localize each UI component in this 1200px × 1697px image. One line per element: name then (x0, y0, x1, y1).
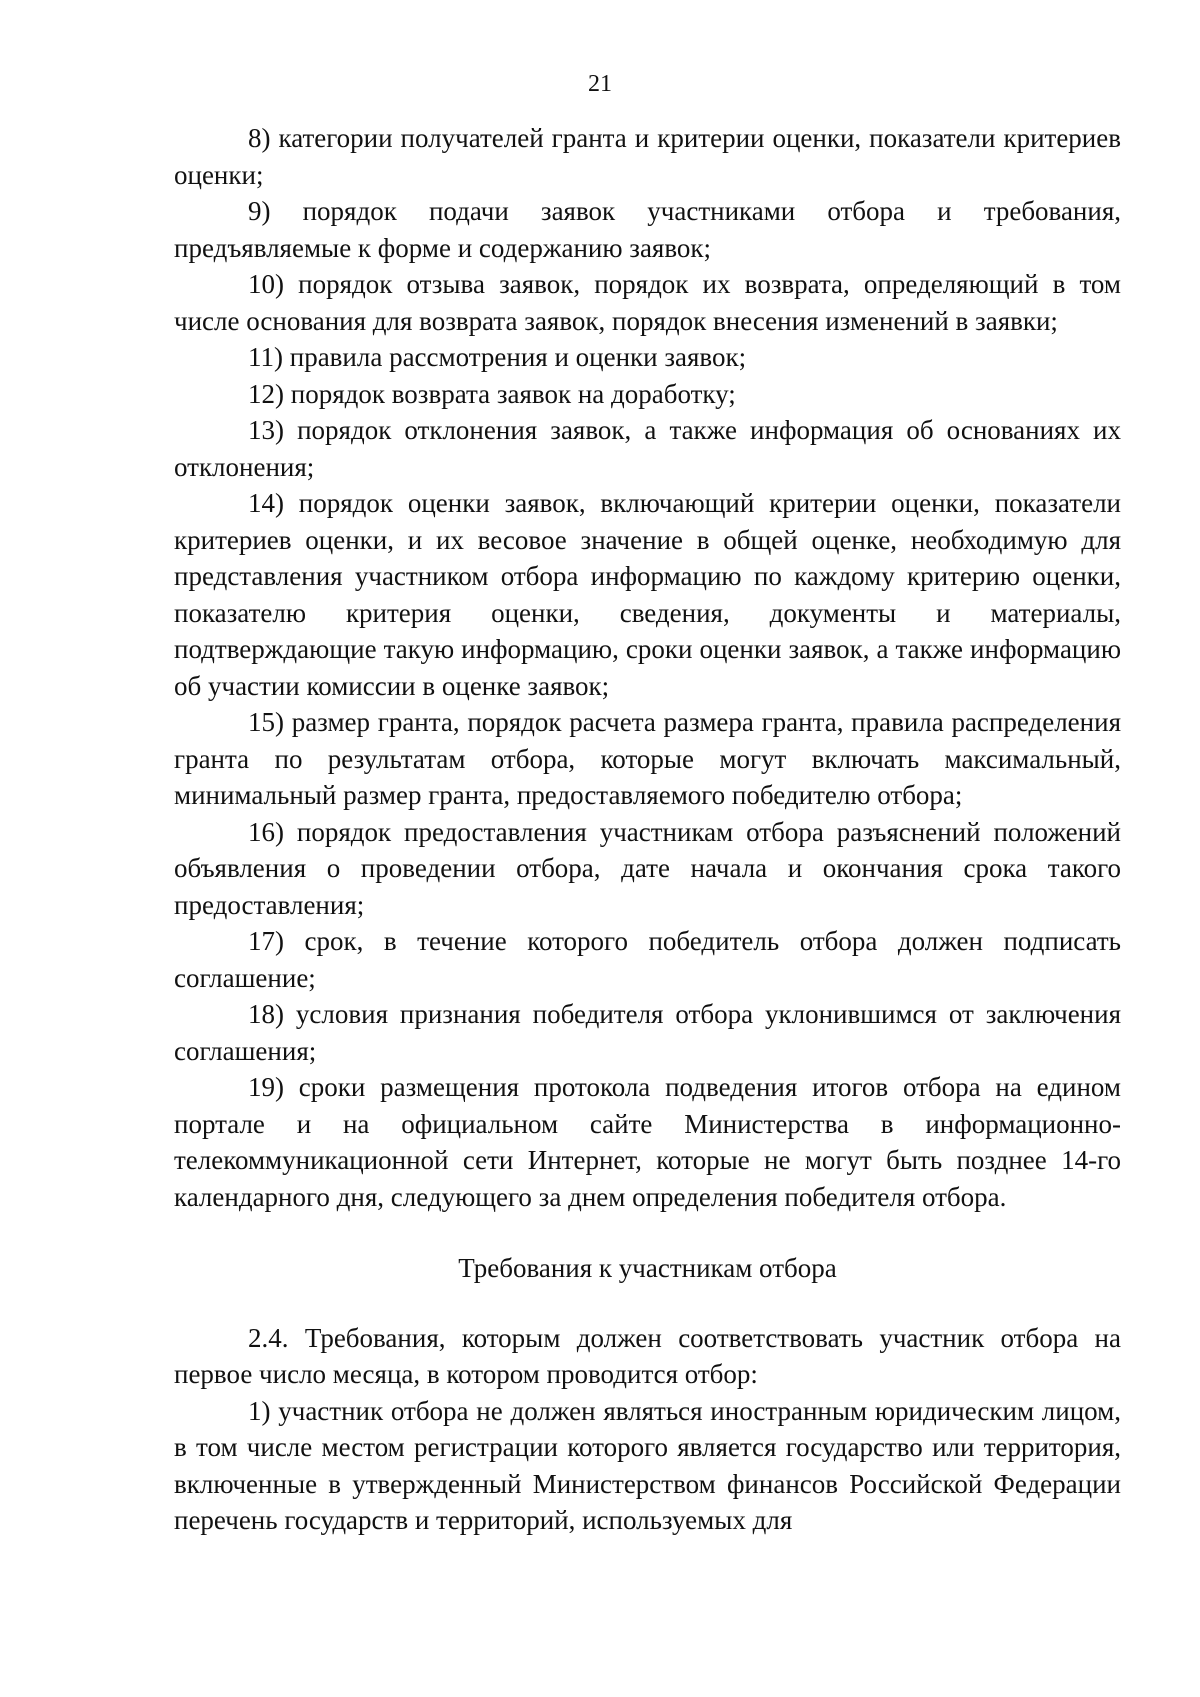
page-number: 21 (588, 71, 612, 97)
list-item-16: 16) порядок предоставления участникам отбора разъяснений положений объявления о проведении отбора, дате начала и окончания срока такого предоставления; (174, 816, 1121, 920)
list-item-13: 13) порядок отклонения заявок, а также информация об основаниях их отклонения; (174, 415, 1121, 482)
list-item-12: 12) порядок возврата заявок на доработку; (248, 378, 736, 409)
clause-2-4: 2.4. Требования, которым должен соответствовать участник отбора на первое число месяца, в котором проводится отбор: (174, 1322, 1121, 1389)
list-item-14: 14) порядок оценки заявок, включающий критерии оценки, показатели критериев оценки, и их весовое значение в общей оценке, необходимую для представления участником отбора информацию по каждому критерию оценки, показателю критерия оценки, сведения, документы и материалы, подтверждающие такую информацию, сроки оценки заявок, а также информацию об участии комиссии в оценке заявок; (174, 488, 1121, 701)
list-item-8: 8) категории получателей гранта и критерии оценки, показатели критериев оценки; (174, 123, 1121, 190)
list-item-18: 18) условия признания победителя отбора уклонившимся от заключения соглашения; (174, 999, 1121, 1066)
list-item-9: 9) порядок подачи заявок участниками отбора и требования, предъявляемые к форме и содержанию заявок; (174, 196, 1121, 263)
list-item-11: 11) правила рассмотрения и оценки заявок; (248, 342, 747, 372)
list-item-17: 17) срок, в течение которого победитель отбора должен подписать соглашение; (174, 926, 1121, 993)
requirement-item-1: 1) участник отбора не должен являться иностранным юридическим лицом, в том числе местом регистрации которого является государство или территория, включенные в утвержденный Министерством финансов Российской Федерации перечень государств и территорий, используемых для (174, 1395, 1121, 1535)
list-item-15: 15) размер гранта, порядок расчета размера гранта, правила распределения гранта по результатам отбора, которые могут включать максимальный, минимальный размер гранта, предоставляемого победителю отбора; (174, 707, 1121, 810)
list-item-19: 19) сроки размещения протокола подведения итогов отбора на едином портале и на официальном сайте Министерства в информационно-телекоммуникационной сети Интернет, которые не могут быть позднее 14-го календарного дня, следующего за днем определения победителя отбора. (174, 1072, 1121, 1212)
document-body (174, 120, 1121, 1539)
section-heading: Требования к участникам отбора (458, 1253, 837, 1283)
list-item-10: 10) порядок отзыва заявок, порядок их возврата, определяющий в том числе основания для возврата заявок, порядок внесения изменений в заявки; (174, 269, 1121, 336)
